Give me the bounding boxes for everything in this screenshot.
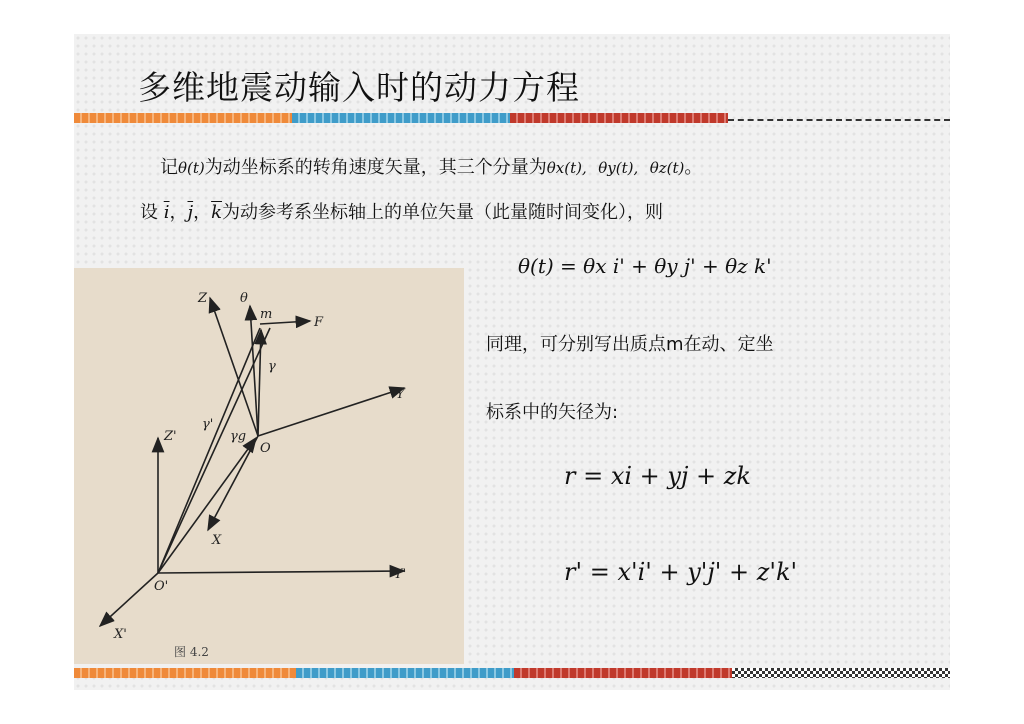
stripe-red [510, 113, 728, 123]
label-x: X [212, 533, 222, 548]
gamma-g-arrow [158, 438, 256, 573]
line1-mid: 为动坐标系的转角速度矢量，其三个分量为 [204, 157, 547, 178]
paragraph-line-1: 同理，可分别写出质点m在动、定坐 [486, 334, 774, 355]
theta-x-component: θx(t), [546, 159, 587, 177]
theta-y-component: θy(t), [598, 159, 639, 177]
line2-prefix: 设 [140, 202, 158, 223]
coordinate-diagram [74, 268, 464, 664]
label-y: Y [396, 387, 405, 402]
label-o-prime: O' [154, 579, 169, 594]
unit-vector-k: $\overline{k}$ [211, 202, 223, 223]
figure-caption: 图 4.2 [174, 645, 209, 659]
gamma-arrow [258, 330, 261, 436]
theta-vector: θ(t) [178, 159, 205, 177]
label-gamma-g: γg [230, 429, 247, 444]
slide-title: 多维地震动输入时的动力方程 [138, 68, 580, 107]
bottom-stripe-orange [74, 668, 296, 678]
bottom-stripe-checker [732, 668, 950, 678]
text-line-2 [140, 198, 663, 224]
theta-z-component: θz(t) [649, 159, 685, 177]
axis-y-prime [158, 571, 404, 573]
line1-prefix: 记 [160, 157, 178, 178]
unit-vector-i: $\overline{i}$ [163, 202, 170, 223]
gamma-prime-line [158, 328, 260, 573]
axis-x-prime [100, 573, 158, 626]
label-f: F [314, 315, 324, 330]
label-gamma: γ [268, 359, 276, 374]
label-gamma-prime: γ' [202, 417, 214, 432]
top-divider-stripe [74, 113, 950, 123]
stripe-orange [74, 113, 292, 123]
theta-equation: θ(t) = θx i' + θy j' + θz k' [518, 254, 772, 278]
bottom-divider-stripe [74, 668, 950, 678]
unit-vector-j: $\overline{j}$ [187, 202, 194, 223]
text-line-1 [160, 153, 702, 179]
bottom-stripe-red [514, 668, 732, 678]
r-equation: r = xi + yj + zk [564, 462, 751, 490]
label-x-prime: X' [114, 627, 127, 642]
label-o: O [260, 441, 271, 456]
axis-y [258, 388, 404, 436]
label-z: Z [198, 291, 208, 306]
r-prime-equation: r' = x'i' + y'j' + z'k' [564, 558, 798, 586]
coordinate-figure [74, 268, 464, 664]
line2-sep1: ， [169, 202, 188, 223]
label-theta: θ [240, 291, 248, 306]
line2-sep2: ， [193, 202, 212, 223]
axis-x [208, 436, 258, 530]
line1-end: 。 [684, 157, 703, 178]
label-y-prime: Y' [394, 567, 407, 582]
label-z-prime: Z' [164, 429, 177, 444]
bottom-stripe-blue [296, 668, 514, 678]
line2-rest: 为动参考系坐标轴上的单位矢量（此量随时间变化），则 [222, 202, 664, 223]
paragraph-line-2: 标系中的矢径为: [486, 402, 619, 423]
stripe-dashed [728, 113, 950, 121]
label-m: m [260, 307, 273, 322]
stripe-blue [292, 113, 510, 123]
